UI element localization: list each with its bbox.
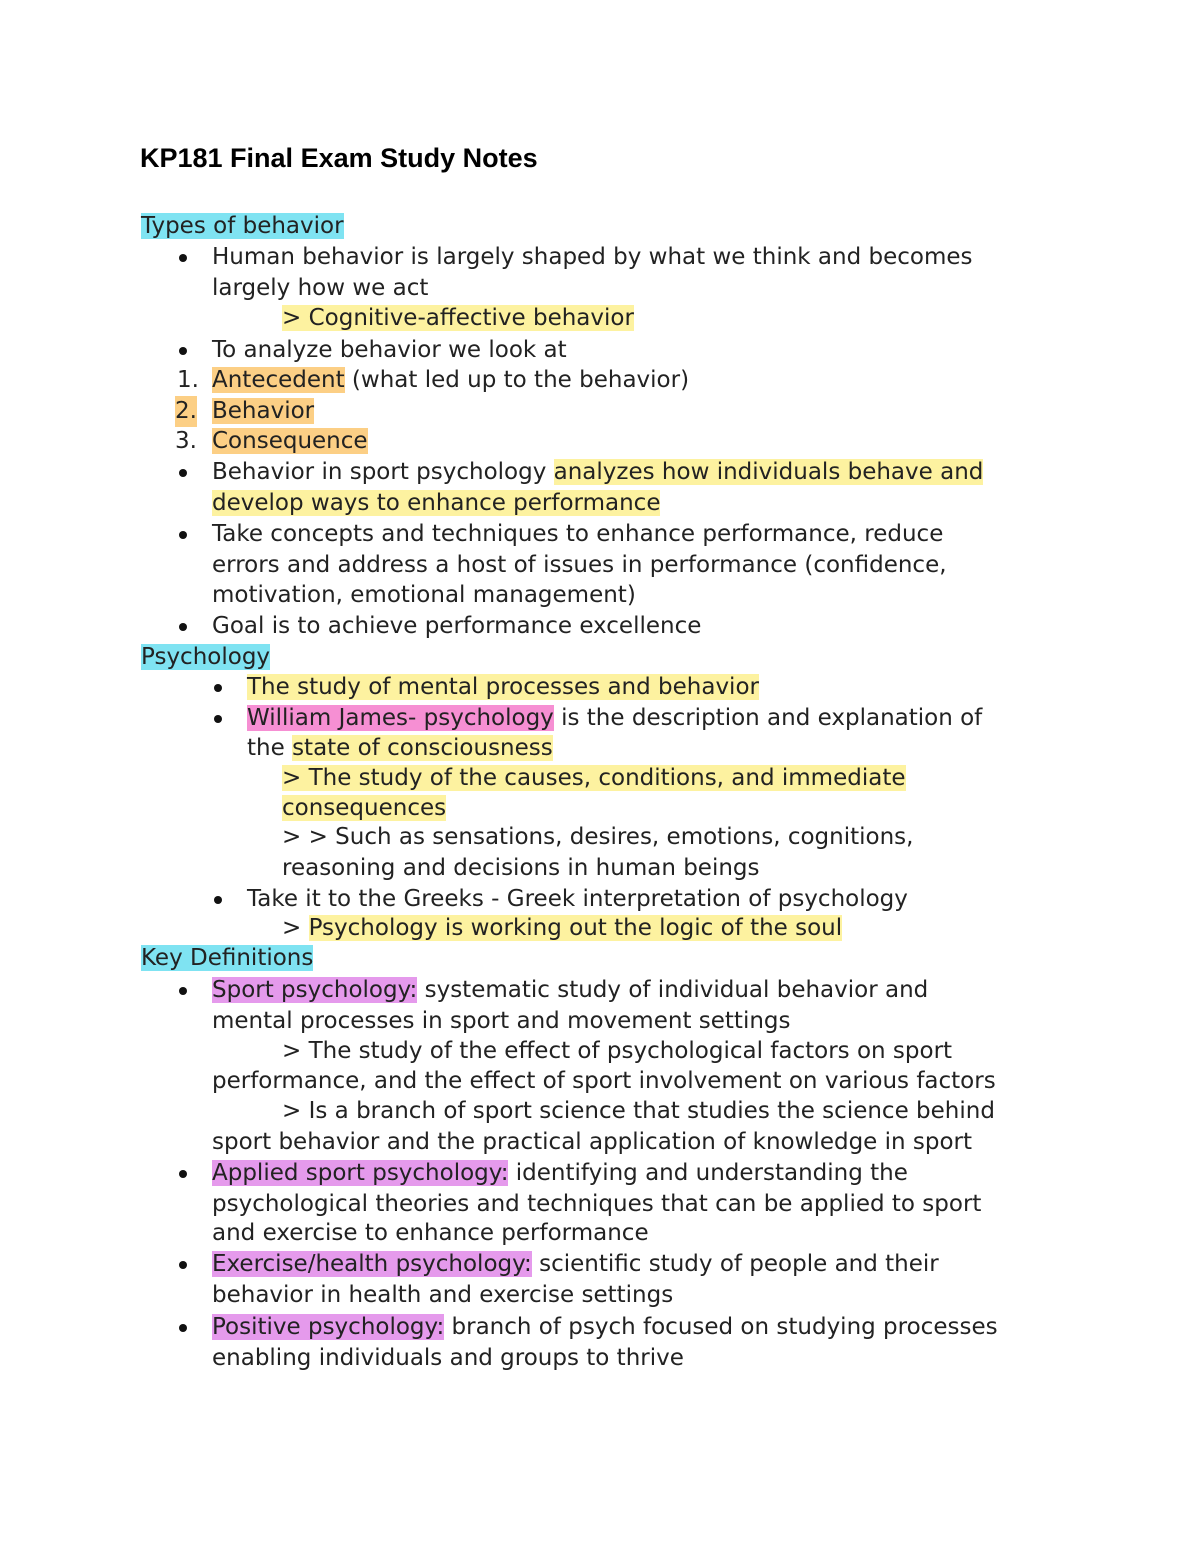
- note-text: identifying and understanding the: [508, 1160, 908, 1186]
- highlighted-text: Antecedent: [212, 367, 345, 393]
- highlighted-text: Key Definitions: [141, 945, 314, 971]
- note-text: and exercise to enhance performance: [212, 1220, 649, 1246]
- note-line: [212, 1343, 684, 1374]
- note-text: behavior in health and exercise settings: [212, 1282, 674, 1308]
- bullet-icon: [179, 347, 187, 355]
- bullet-icon: [214, 715, 222, 723]
- note-text: performance, and the effect of sport involvement on various factors: [212, 1068, 996, 1094]
- note-line: [212, 1218, 649, 1249]
- note-text: Goal is to achieve performance excellence: [212, 613, 702, 639]
- note-line: [212, 1127, 972, 1158]
- bullet-icon: [179, 469, 187, 477]
- section-heading: [141, 943, 313, 974]
- note-line: [282, 303, 634, 334]
- bullet-icon: [214, 684, 222, 692]
- note-text: Take concepts and techniques to enhance performance, reduce: [212, 521, 944, 547]
- note-text: systematic study of individual behavior and: [417, 977, 929, 1003]
- section-heading: [141, 642, 270, 673]
- highlighted-text: The study of mental processes and behavior: [247, 674, 759, 700]
- highlighted-text: Behavior: [212, 398, 315, 424]
- highlighted-text: > The study of the causes, conditions, and immediate: [282, 765, 906, 791]
- note-line: [212, 611, 701, 642]
- highlighted-text: Types of behavior: [141, 213, 344, 239]
- note-text: Take it to the Greeks - Greek interpretation of psychology: [247, 886, 908, 912]
- note-line: [247, 672, 759, 703]
- highlighted-text: consequences: [282, 795, 447, 821]
- section-heading: [141, 211, 344, 242]
- note-line: [212, 273, 428, 304]
- note-text: motivation, emotional management): [212, 582, 636, 608]
- note-line: [212, 550, 947, 581]
- note-line: [212, 1312, 998, 1343]
- bullet-icon: [179, 1261, 187, 1269]
- note-text: reasoning and decisions in human beings: [282, 855, 760, 881]
- note-line: [282, 1096, 995, 1127]
- highlighted-text: William James- psychology: [247, 705, 554, 731]
- bullet-icon: [214, 896, 222, 904]
- bullet-icon: [179, 1324, 187, 1332]
- note-line: [212, 1006, 791, 1037]
- note-text: >: [282, 915, 309, 941]
- note-text: sport behavior and the practical application of knowledge in sport: [212, 1129, 973, 1155]
- note-line: [212, 975, 928, 1006]
- note-text: > Is a branch of sport science that studies the science behind: [282, 1098, 995, 1124]
- note-text: enabling individuals and groups to thrive: [212, 1345, 684, 1371]
- bullet-icon: [179, 1170, 187, 1178]
- note-line: [282, 913, 842, 944]
- note-line: [212, 488, 660, 519]
- note-text: is the description and explanation of: [553, 705, 983, 731]
- note-line: [212, 519, 943, 550]
- bullet-icon: [179, 531, 187, 539]
- note-text: Human behavior is largely shaped by what we think and becomes: [212, 244, 973, 270]
- note-line: [282, 793, 446, 824]
- note-text: scientific study of people and their: [531, 1251, 939, 1277]
- note-line: [247, 733, 553, 764]
- note-text: > > Such as sensations, desires, emotions, cognitions,: [282, 824, 914, 850]
- note-line: [212, 1249, 939, 1280]
- highlighted-text: Applied sport psychology:: [212, 1160, 509, 1186]
- note-line: [282, 1036, 952, 1067]
- highlighted-text: Psychology is working out the logic of the soul: [308, 915, 843, 941]
- note-text: largely how we act: [212, 275, 429, 301]
- highlighted-text: > Cognitive-affective behavior: [282, 305, 634, 331]
- document-title: KP181 Final Exam Study Notes: [140, 143, 538, 173]
- note-line: [212, 580, 636, 611]
- note-line: [212, 1066, 996, 1097]
- highlighted-text: develop ways to enhance performance: [212, 490, 661, 516]
- note-text: Behavior in sport psychology: [212, 459, 554, 485]
- note-text: the: [247, 735, 293, 761]
- note-text: mental processes in sport and movement settings: [212, 1008, 791, 1034]
- highlighted-text: analyzes how individuals behave and: [553, 459, 984, 485]
- note-line: [212, 457, 983, 488]
- note-text: psychological theories and techniques that can be applied to sport: [212, 1191, 982, 1217]
- note-line: [247, 703, 982, 734]
- list-number: 3.: [175, 428, 197, 454]
- note-line: [212, 426, 368, 457]
- note-text: errors and address a host of issues in performance (confidence,: [212, 552, 947, 578]
- note-line: [282, 822, 913, 853]
- bullet-icon: [179, 623, 187, 631]
- highlighted-text: Sport psychology:: [212, 977, 418, 1003]
- note-text: > The study of the effect of psychological factors on sport: [282, 1038, 953, 1064]
- highlighted-text: Exercise/health psychology:: [212, 1251, 532, 1277]
- note-text: branch of psych focused on studying processes: [444, 1314, 998, 1340]
- list-number: 2.: [175, 396, 197, 427]
- list-number: 1.: [177, 367, 199, 393]
- note-line: [282, 853, 760, 884]
- note-line: [212, 365, 689, 396]
- highlighted-text: state of consciousness: [292, 735, 553, 761]
- bullet-icon: [179, 254, 187, 262]
- highlighted-text: Positive psychology:: [212, 1314, 445, 1340]
- note-line: [212, 396, 314, 427]
- note-line: [247, 884, 908, 915]
- note-text: To analyze behavior we look at: [212, 337, 567, 363]
- note-line: [212, 242, 973, 273]
- note-line: [212, 1280, 673, 1311]
- note-line: [282, 763, 906, 794]
- note-line: [212, 1189, 981, 1220]
- bullet-icon: [179, 987, 187, 995]
- note-line: [212, 1158, 908, 1189]
- highlighted-text: Consequence: [212, 428, 368, 454]
- highlighted-text: Psychology: [141, 644, 271, 670]
- note-text: (what led up to the behavior): [344, 367, 690, 393]
- note-line: [212, 335, 567, 366]
